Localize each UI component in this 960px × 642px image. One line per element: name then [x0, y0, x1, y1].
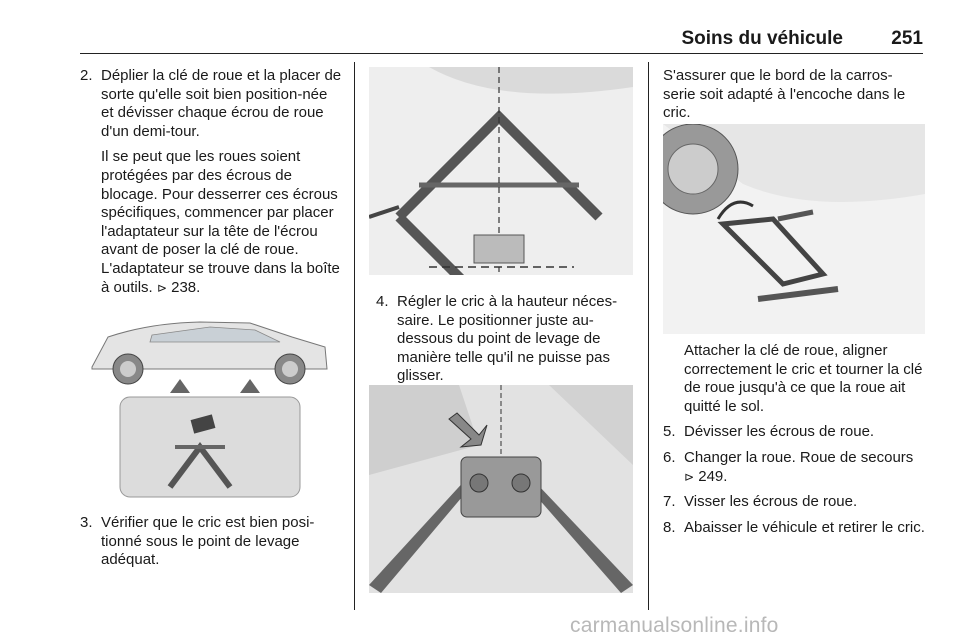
- attach-wrench-note: [663, 342, 925, 416]
- step-number: 4.: [376, 293, 389, 310]
- step-number: 3.: [80, 514, 93, 531]
- page-ref-icon: ⊳: [684, 469, 695, 484]
- column-divider-2: [648, 62, 649, 610]
- lock-nut-note: [80, 148, 342, 297]
- step-number: 7.: [663, 493, 676, 511]
- note-text: Attacher la clé de roue, aligner correctement le cric et tourner la clé de roue jusqu'à ce que la roue ait quitté le sol.: [684, 342, 923, 415]
- column-1: [80, 67, 342, 297]
- watermark: carmanualsonline.info: [570, 614, 779, 637]
- step-text: Déplier la clé de roue et la placer de sorte qu'elle soit bien position-née et dévisser chaque écrou de roue d'un demi-tour.: [101, 67, 342, 140]
- step-text: Visser les écrous de roue.: [684, 493, 858, 511]
- step-4: [376, 293, 634, 386]
- page-number: 251: [891, 28, 923, 49]
- step-number: 2.: [80, 67, 93, 84]
- figure-jack-positioned: [663, 124, 925, 334]
- page-ref-icon: ⊳: [156, 280, 167, 295]
- step-text: Régler le cric à la hauteur néces-saire. Le positionner juste au-dessous du point de levage de manière telle qu'il ne puisse pas glisser.: [397, 293, 618, 385]
- step-text: Vérifier que le cric est bien posi-tionné sous le point de levage adéquat.: [101, 514, 315, 569]
- jack-illustration: [369, 67, 633, 275]
- step-text: Abaisser le véhicule et retirer le cric.: [684, 518, 925, 536]
- page-ref-link[interactable]: 249.: [698, 467, 728, 485]
- body-edge-note: S'assurer que le bord de la carros-serie soit adapté à l'encoche dans le cric.: [663, 67, 906, 122]
- page-header: [80, 26, 923, 54]
- step-text: Changer la roue. Roue de secours: [684, 448, 914, 466]
- step-number: 6.: [663, 448, 676, 466]
- positioned-jack-illustration: [663, 124, 925, 334]
- step-3: [80, 514, 342, 570]
- column-2: [376, 293, 634, 386]
- column-3: [663, 67, 925, 123]
- step-number: 8.: [663, 518, 676, 536]
- car-illustration: [80, 297, 342, 502]
- column-divider-1: [354, 62, 355, 610]
- step-number: 5.: [663, 423, 676, 441]
- step-7: [663, 493, 925, 512]
- step-6: [663, 449, 925, 486]
- figure-jack-head: [369, 385, 633, 593]
- note-text: Il se peut que les roues soient protégées par des écrous de blocage. Pour desserrer ces écrous spécifiques, commencer par placer l'adaptateur sur la tête de l'écrou avant de poser la clé de roue. L'adaptateur se trouve dans la boîte à outils.: [101, 148, 340, 296]
- step-5: [663, 423, 925, 442]
- column-1-bottom: [80, 514, 342, 570]
- section-title: Soins du véhicule: [681, 28, 843, 49]
- column-3-steps: [663, 342, 925, 537]
- figure-scissor-jack: [369, 67, 633, 275]
- jack-head-illustration: [369, 385, 633, 593]
- step-8: [663, 519, 925, 538]
- step-2: [80, 67, 342, 141]
- figure-jacking-points: [80, 297, 342, 502]
- header-rule: [80, 53, 923, 54]
- step-text: Dévisser les écrous de roue.: [684, 423, 875, 441]
- page-ref-link[interactable]: 238.: [171, 278, 201, 296]
